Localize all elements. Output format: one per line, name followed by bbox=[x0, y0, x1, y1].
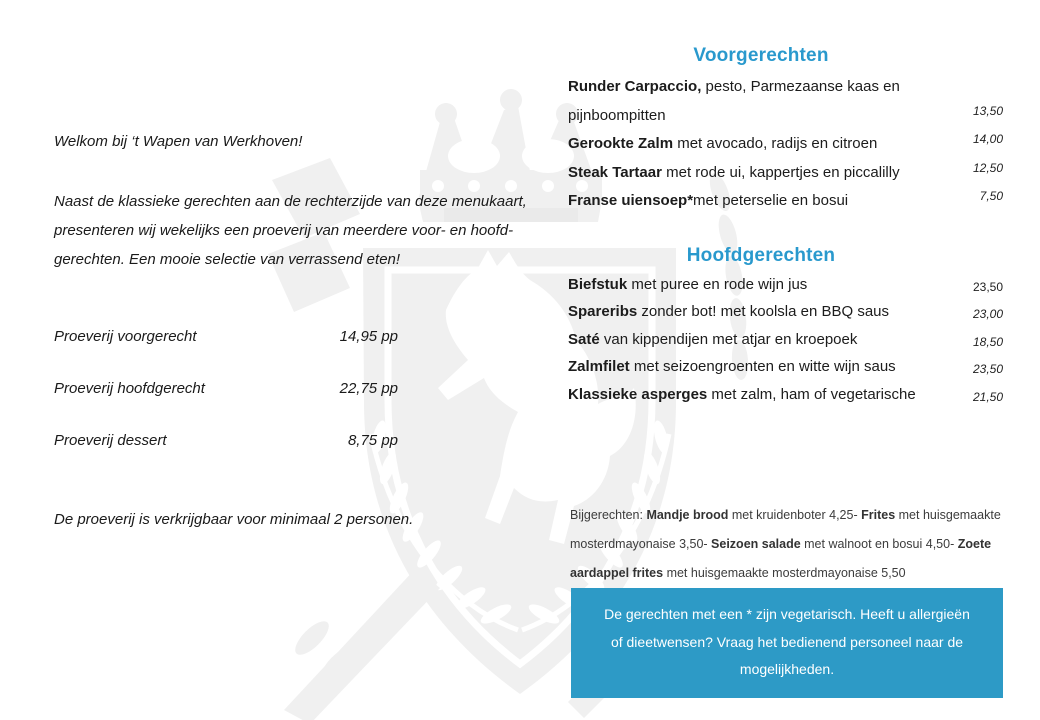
item-name: Runder Carpaccio, bbox=[568, 78, 702, 95]
item-price: 23,50 bbox=[972, 280, 1003, 294]
item-name: Biefstuk bbox=[568, 276, 628, 293]
menu-item bbox=[568, 187, 1005, 216]
item-desc: met rode ui, kappertjes en piccalilly bbox=[661, 163, 900, 181]
welcome-text: Welkom bij ‘t Wapen van Werkhoven! bbox=[54, 133, 303, 150]
item-desc: met seizoengroenten en witte wijn saus bbox=[629, 358, 896, 376]
mains-heading: Hoofdgerechten bbox=[686, 245, 836, 266]
item-price: 7,50 bbox=[979, 189, 1003, 203]
menu-item bbox=[568, 381, 1005, 408]
sides-paragraph: Bijgerechten: Mandje brood met kruidenboter 4,25- Frites met huisgemaakte mosterdmayonaise 3,50- Seizoen salade met walnoot en bosui 4,50- Zoete aardappel frites met huisgemaakte mosterdmayonaise 5,50 bbox=[570, 508, 1001, 580]
item-price: 18,50 bbox=[972, 334, 1003, 349]
item-desc: met peterselie en bosui bbox=[693, 192, 849, 209]
tasting-row bbox=[54, 432, 398, 449]
tasting-price: 8,75 pp bbox=[347, 432, 398, 449]
intro-line: presenteren wij wekelijks een proeverij van meerdere voor- en hoofd- bbox=[54, 222, 514, 239]
intro-text bbox=[54, 187, 534, 274]
menu-item bbox=[568, 326, 1005, 353]
item-name: Spareribs bbox=[568, 303, 638, 321]
item-price: 23,00 bbox=[972, 307, 1003, 322]
item-desc: zonder bot! met koolsla en BBQ saus bbox=[637, 303, 890, 321]
item-desc: met puree en rode wijn jus bbox=[627, 276, 808, 293]
item-price: 14,00 bbox=[972, 132, 1003, 146]
item-price: 13,50 bbox=[972, 103, 1003, 118]
item-name: Saté bbox=[568, 330, 600, 348]
minimum-persons-note: De proeverij is verkrijgbaar voor minimaal 2 personen. bbox=[54, 511, 414, 528]
item-name: Gerookte Zalm bbox=[568, 135, 674, 152]
item-name: Klassieke asperges bbox=[568, 385, 708, 403]
item-name: Franse uiensoep* bbox=[568, 192, 694, 209]
tasting-label: Proeverij dessert bbox=[54, 432, 167, 449]
tasting-price: 14,95 pp bbox=[339, 328, 398, 345]
allergy-notice-box bbox=[571, 588, 1003, 698]
item-price: 12,50 bbox=[972, 160, 1003, 175]
allergy-notice-text: De gerechten met een * zijn vegetarisch. Heeft u allergieën of dieetwensen? Vraag het bedienend personeel naar de mogelijkheden. bbox=[604, 606, 970, 677]
tasting-label: Proeverij voorgerecht bbox=[54, 328, 197, 345]
item-name: Steak Tartaar bbox=[568, 163, 662, 181]
item-name: Zalmfilet bbox=[568, 358, 630, 376]
mains-list bbox=[568, 271, 1005, 408]
tasting-row bbox=[54, 380, 398, 397]
starters-list bbox=[568, 73, 1005, 216]
item-price: 23,50 bbox=[972, 362, 1003, 377]
item-price: 21,50 bbox=[972, 389, 1003, 404]
intro-line: Naast de klassieke gerechten aan de rechterzijde van deze menukaart, bbox=[54, 193, 527, 210]
menu-item bbox=[568, 73, 1005, 130]
tasting-row bbox=[54, 328, 398, 345]
item-desc: van kippendijen met atjar en kroepoek bbox=[599, 330, 858, 348]
menu-item bbox=[568, 298, 1005, 325]
item-desc: pesto, Parmezaanse kaas en pijnboompitten bbox=[568, 78, 900, 124]
tasting-price: 22,75 pp bbox=[339, 380, 398, 397]
intro-line: gerechten. Een mooie selectie van verrassend eten! bbox=[54, 251, 401, 268]
item-desc: met zalm, ham of vegetarische bbox=[707, 385, 916, 403]
item-desc: met avocado, radijs en citroen bbox=[673, 135, 878, 152]
starters-heading: Voorgerechten bbox=[693, 45, 829, 66]
tasting-label: Proeverij hoofdgerecht bbox=[54, 380, 205, 397]
menu-item bbox=[568, 353, 1005, 380]
menu-item bbox=[568, 271, 1005, 298]
